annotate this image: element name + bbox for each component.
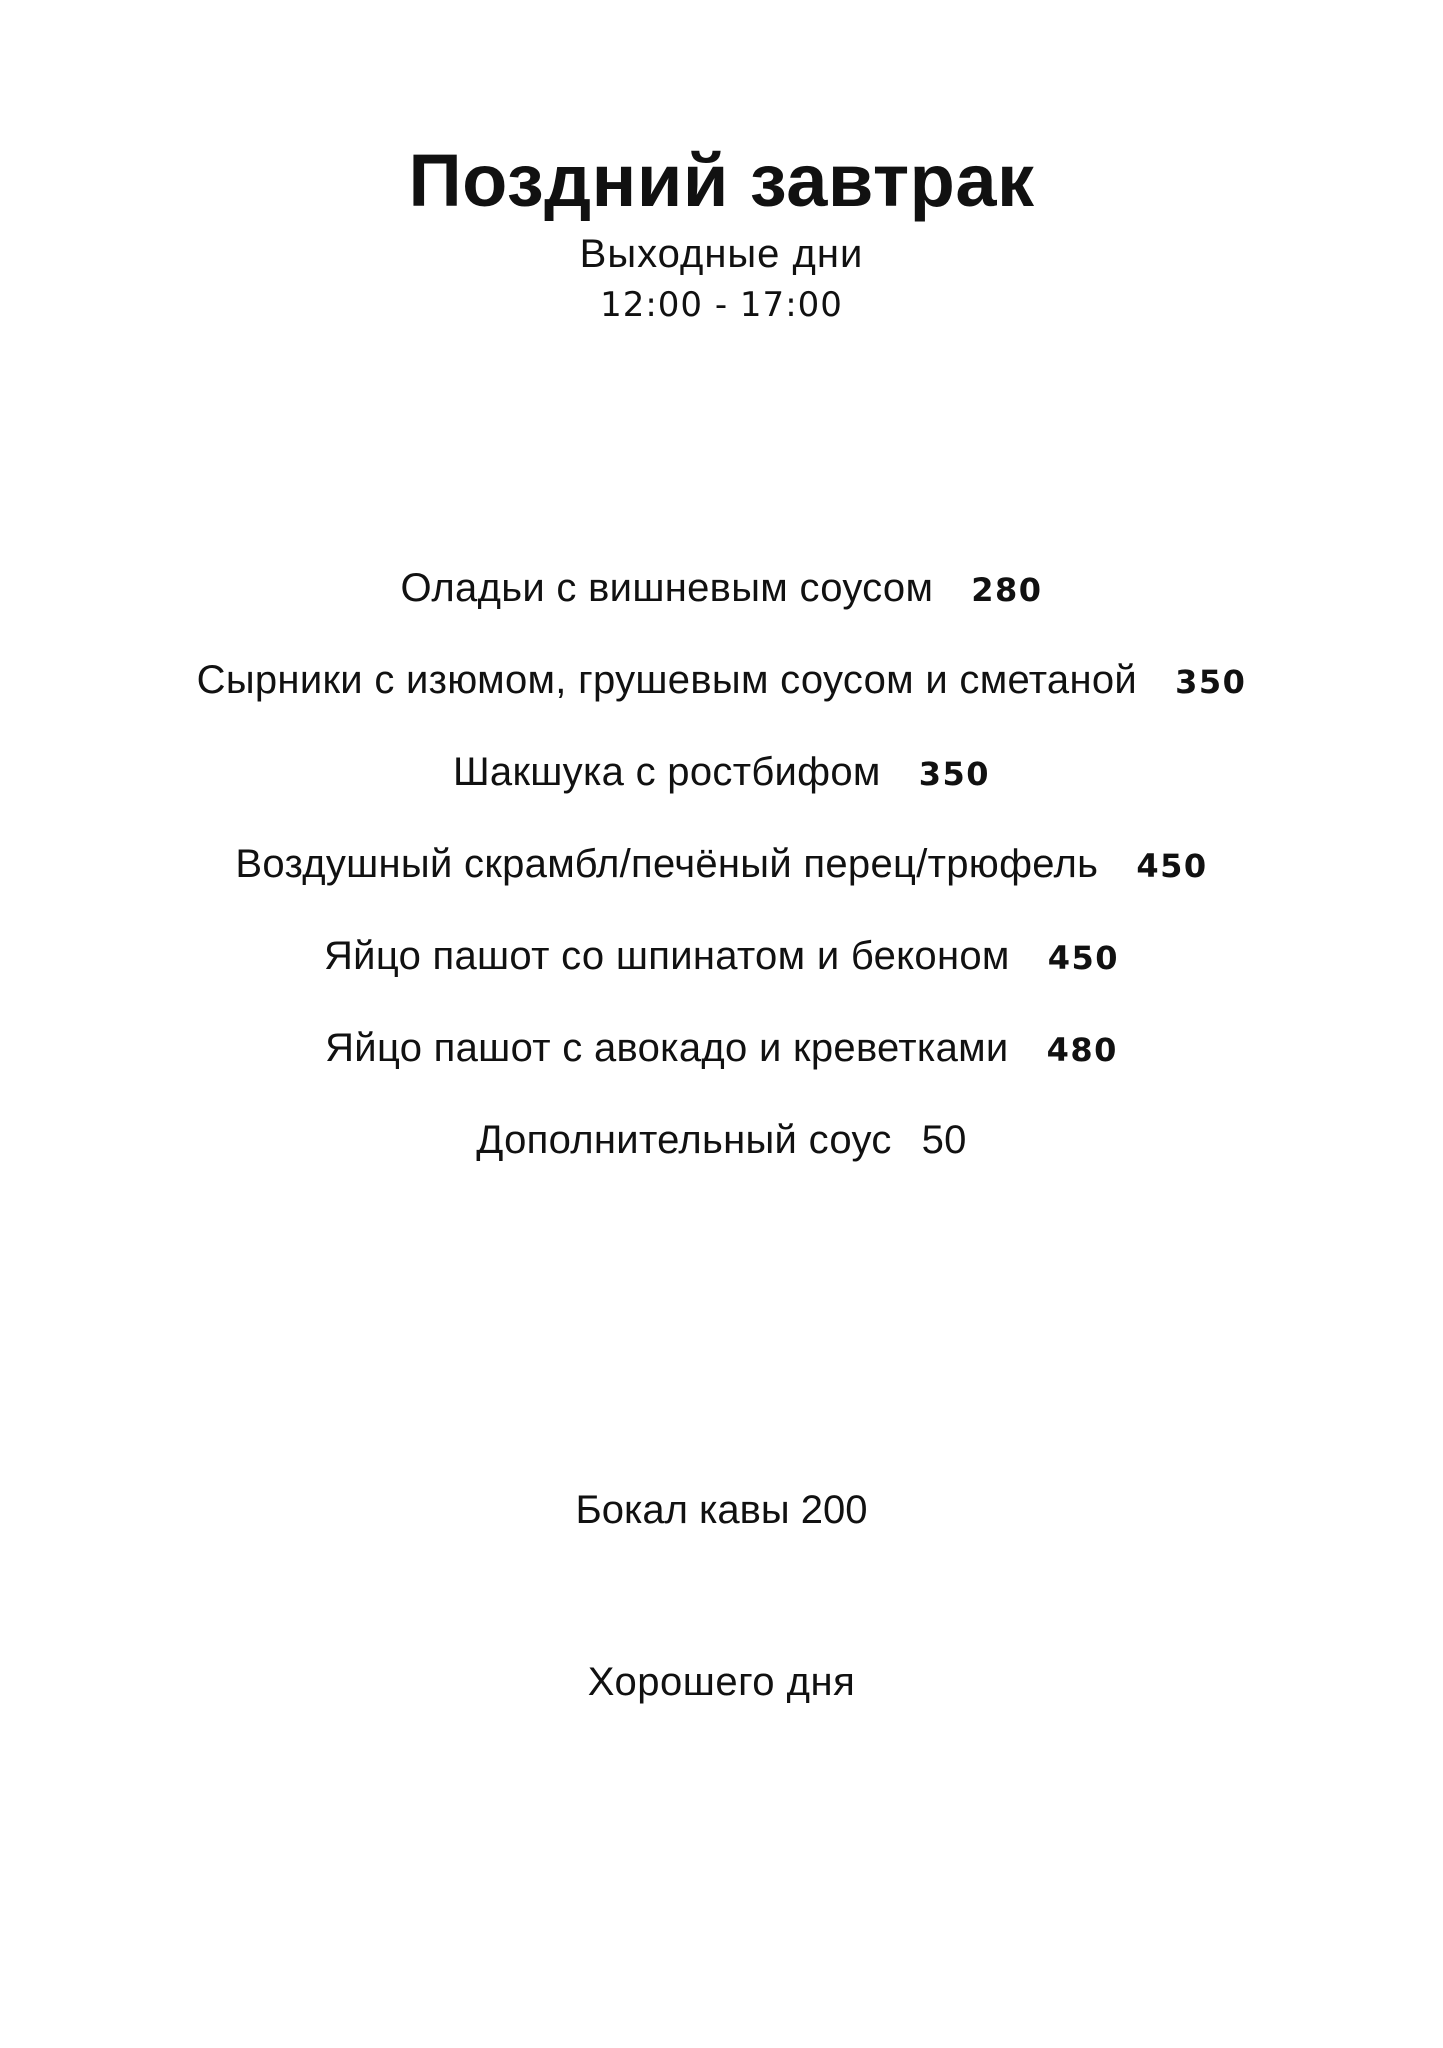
menu-item	[0, 926, 1443, 1018]
menu-item-name: Сырники с изюмом, грушевым соусом и сметаной	[196, 658, 1138, 702]
menu-item-name: Дополнительный соус	[476, 1118, 892, 1162]
menu-item-price: 480	[1046, 1031, 1118, 1069]
menu-item	[0, 1018, 1443, 1110]
menu-item-price: 280	[971, 571, 1043, 609]
farewell-text: Хорошего дня	[587, 1660, 856, 1704]
menu-item-price: 50	[921, 1118, 967, 1162]
opening-hours: 12:00 - 17:00	[600, 285, 843, 325]
menu-item-name: Яйцо пашот со шпинатом и беконом	[323, 934, 1010, 978]
menu-item-price: 450	[1047, 939, 1120, 977]
menu-item	[0, 558, 1443, 650]
menu-item	[0, 650, 1443, 742]
menu-item	[0, 834, 1443, 926]
menu-item-name: Шакшука с ростбифом	[452, 750, 881, 794]
menu-item-name: Оладьи с вишневым соусом	[400, 566, 934, 610]
menu-item-name: Яйцо пашот с авокадо и креветками	[325, 1026, 1009, 1070]
menu-list	[0, 558, 1443, 1202]
drink-offer: Бокал кавы 200	[575, 1488, 868, 1532]
menu-item-price: 350	[918, 755, 991, 793]
menu-item	[0, 742, 1443, 834]
page-title: Поздний завтрак	[408, 139, 1035, 222]
menu-item-price: 450	[1136, 847, 1208, 885]
page-subtitle: Выходные дни	[579, 232, 864, 276]
menu-item-price: 350	[1175, 663, 1247, 701]
menu-item-name: Воздушный скрамбл/печёный перец/трюфель	[235, 842, 1099, 886]
menu-item	[0, 1110, 1443, 1202]
